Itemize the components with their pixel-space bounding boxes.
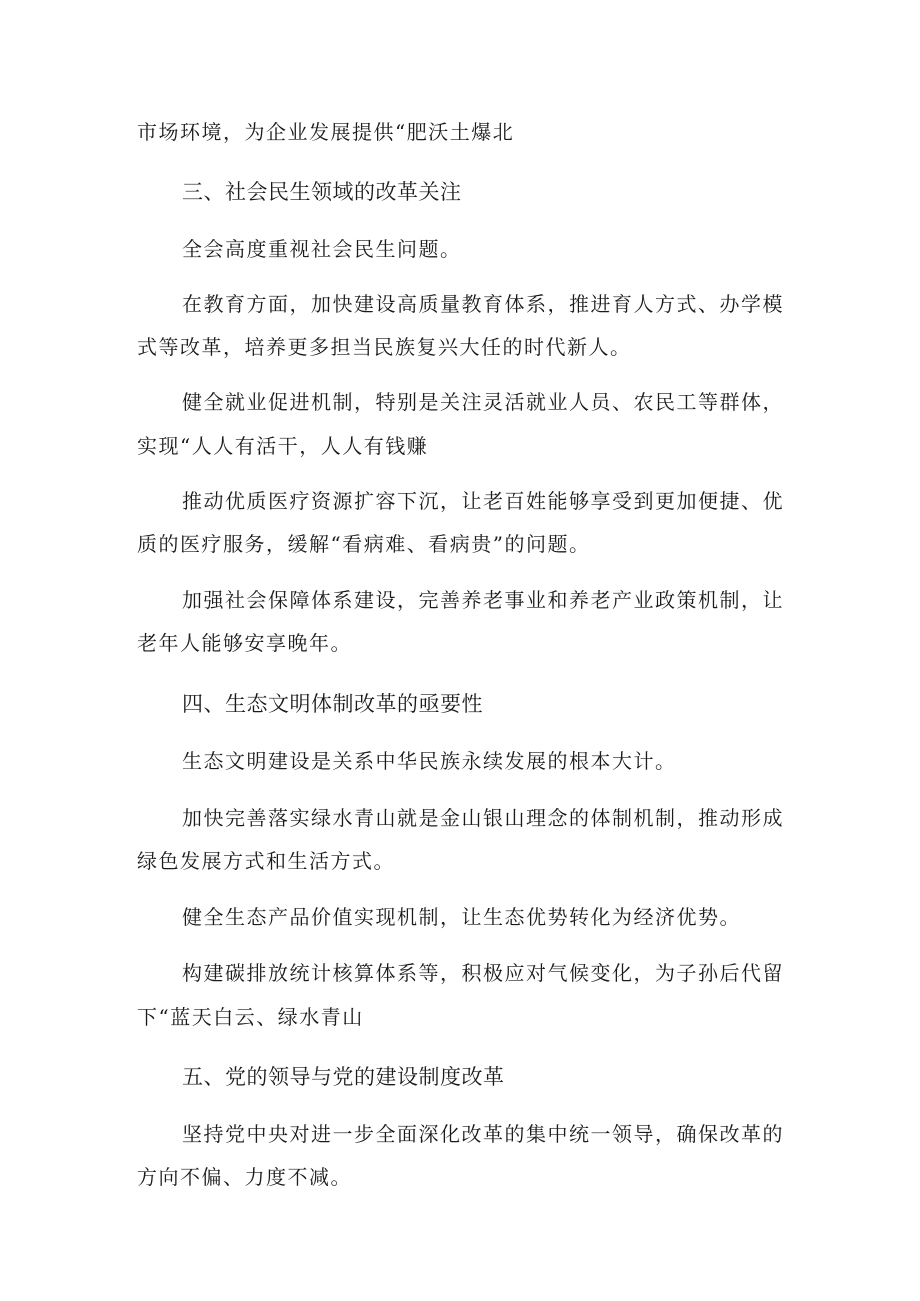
paragraph-line: 老年人能够安享晚年。 <box>137 631 352 655</box>
paragraph-line: 方向不偏、力度不减。 <box>137 1165 352 1189</box>
section-heading-5: 五、党的领导与党的建设制度改革 <box>182 1065 505 1089</box>
paragraph-line: 健全就业促进机制，特别是关注灵活就业人员、农民工等群体， <box>182 390 784 414</box>
paragraph-line: 生态文明建设是关系中华民族永续发展的根本大计。 <box>182 749 677 773</box>
paragraph-line: 坚持党中央对进一步全面深化改革的集中统一领导，确保改革的 <box>182 1122 784 1146</box>
paragraph-line: 质的医疗服务，缓解“看病难、看病贵”的问题。 <box>137 532 591 556</box>
paragraph-line: 全会高度重视社会民生问题。 <box>182 237 462 261</box>
paragraph-line: 加快完善落实绿水青山就是金山银山理念的体制机制，推动形成 <box>182 806 784 830</box>
paragraph-line: 加强社会保障体系建设，完善养老事业和养老产业政策机制，让 <box>182 588 784 612</box>
paragraph-line: 式等改革，培养更多担当民族复兴大任的时代新人。 <box>137 335 632 359</box>
paragraph-line: 下“蓝天白云、绿水青山 <box>137 1005 364 1029</box>
paragraph-line: 构建碳排放统计核算体系等，积极应对气候变化，为子孙后代留 <box>182 961 784 985</box>
paragraph-line: 绿色发展方式和生活方式。 <box>137 849 395 873</box>
paragraph-line: 在教育方面，加快建设高质量教育体系，推进育人方式、办学模 <box>182 292 784 316</box>
paragraph-line: 实现“人人有活干，人人有钱赚 <box>137 434 429 458</box>
paragraph-line: 市场环境，为企业发展提供“肥沃土爆北 <box>137 120 515 144</box>
paragraph-line: 健全生态产品价值实现机制，让生态优势转化为经济优势。 <box>182 905 741 929</box>
section-heading-4: 四、生态文明体制改革的亟要性 <box>182 692 483 716</box>
section-heading-3: 三、社会民生领域的改革关注 <box>182 180 462 204</box>
paragraph-line: 推动优质医疗资源扩容下沉，让老百姓能够享受到更加便捷、优 <box>182 489 784 513</box>
